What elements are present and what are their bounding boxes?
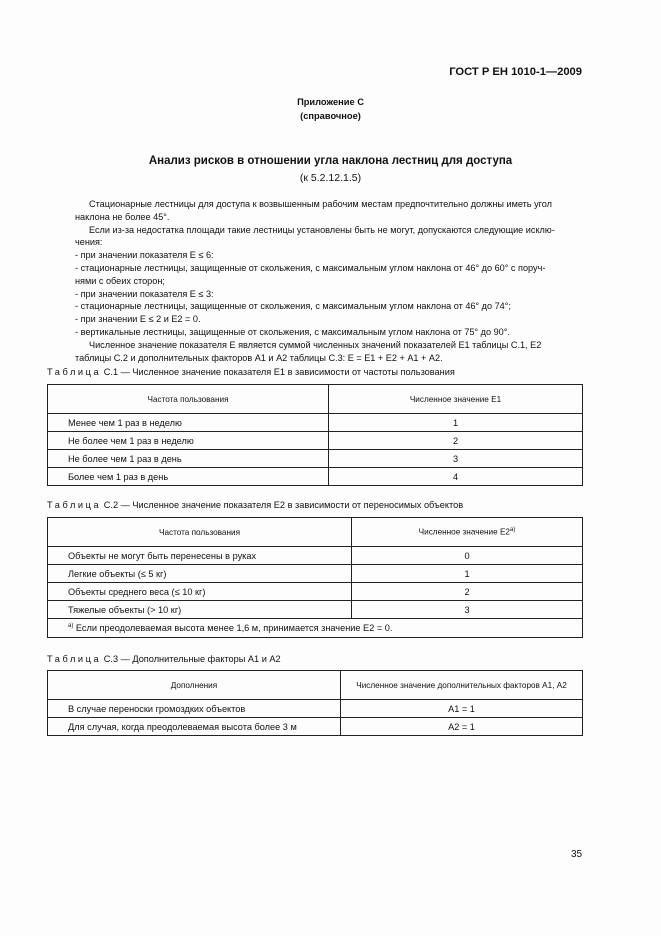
- table2: [47, 517, 583, 638]
- list-item: - стационарные лестницы, защищенные от скольжения, с максимальным углом наклона от 46° до 60° с поруч-: [75, 262, 546, 273]
- list-item-continuation: нями с обеих сторон;: [75, 275, 165, 286]
- page-number: 35: [571, 849, 583, 860]
- table-cell: 0: [352, 547, 583, 565]
- table-row: [48, 601, 583, 619]
- table3-caption: Таблица С.3 — Дополнительные факторы А1 и А2: [47, 654, 281, 664]
- document-code-header: ГОСТ Р ЕН 1010-1—2009: [449, 66, 582, 78]
- table-row: [48, 547, 583, 565]
- list-item: - при значении показателя Е ≤ 6:: [75, 250, 214, 261]
- table-row: [48, 432, 583, 450]
- table-row: [48, 700, 583, 718]
- table1-header: Численное значение Е1: [329, 385, 583, 414]
- annex-note: (справочное): [300, 111, 361, 121]
- table1-caption: Таблица С.1 — Численное значение показателя Е1 в зависимости от частоты пользования: [47, 367, 455, 377]
- list-item: - стационарные лестницы, защищенные от скольжения, с максимальным углом наклона от 46° до 74°;: [75, 301, 511, 312]
- paragraph-line: чения:: [75, 237, 103, 248]
- table2-header: Численное значение $Е2^{а)}$: [352, 518, 583, 547]
- list-item: - при значении показателя Е ≤ 3:: [75, 288, 214, 299]
- table-cell: Более чем 1 раз в день: [48, 468, 329, 486]
- table1-header: Частота пользования: [48, 385, 329, 414]
- table-cell: Объекты не могут быть перенесены в руках: [48, 547, 352, 565]
- table2-caption: Таблица С.2 — Численное значение показателя Е2 в зависимости от переносимых объектов: [47, 500, 464, 510]
- paragraph-line: Стационарные лестницы для доступа к возвышенным рабочим местам предпочтительно должны иметь угол: [89, 199, 552, 209]
- table2-footnote: $^{а)}$ Если преодолеваемая высота менее 1,6 м, принимается значение Е2 = 0.: [48, 619, 583, 638]
- paragraph-line: Численное значение показателя Е является суммой численных значений показателей Е1 таблицы С.1, Е2: [89, 339, 542, 350]
- table-cell: 1: [352, 565, 583, 583]
- body-text: [75, 198, 583, 364]
- table-cell: 3: [352, 601, 583, 619]
- table-cell: 2: [329, 432, 583, 450]
- section-title: Анализ рисков в отношении угла наклона лестниц для доступа: [148, 155, 513, 167]
- table-cell: В случае переноски громоздких объектов: [48, 700, 341, 718]
- table-cell: Объекты среднего веса (≤ 10 кг): [48, 583, 352, 601]
- paragraph-line: Если из-за недостатка площади такие лестницы установлены быть не могут, допускаются следующие исклю-: [89, 224, 555, 235]
- table-cell: Не более чем 1 раз в неделю: [48, 432, 329, 450]
- table-cell: Тяжелые объекты (> 10 кг): [48, 601, 352, 619]
- table-cell: А1 = 1: [341, 700, 583, 718]
- table3: [47, 670, 583, 736]
- annex-title: Приложение С: [297, 97, 364, 107]
- section-reference: (к 5.2.12.1.5): [299, 172, 362, 184]
- table-cell: А2 = 1: [341, 718, 583, 736]
- table-row: [48, 565, 583, 583]
- table-cell: Менее чем 1 раз в неделю: [48, 414, 329, 432]
- table-cell: 4: [329, 468, 583, 486]
- table2-header: Частота пользования: [48, 518, 352, 547]
- table-row: [48, 718, 583, 736]
- table-cell: Для случая, когда преодолеваемая высота более 3 м: [48, 718, 341, 736]
- annex-heading: [0, 95, 661, 123]
- table-row: [48, 468, 583, 486]
- table-cell: 3: [329, 450, 583, 468]
- paragraph-line: наклона не более 45°.: [75, 211, 170, 222]
- table-cell: Не более чем 1 раз в день: [48, 450, 329, 468]
- table-row: [48, 414, 583, 432]
- table-cell: 2: [352, 583, 583, 601]
- table3-header: Дополнения: [48, 671, 341, 700]
- table-row: [48, 450, 583, 468]
- table-cell: 1: [329, 414, 583, 432]
- table3-header: Численное значение дополнительных факторов А1, А2: [341, 671, 583, 700]
- table-footnote-row: [48, 619, 583, 638]
- table1: [47, 384, 583, 486]
- list-item: - при значении Е ≤ 2 и Е2 = 0.: [75, 314, 201, 325]
- list-item: - вертикальные лестницы, защищенные от скольжения, с максимальным углом наклона от 75° до 90°.: [75, 326, 510, 337]
- table-cell: Легкие объекты (≤ 5 кг): [48, 565, 352, 583]
- paragraph-line: таблицы С.2 и дополнительных факторов А1 и А2 таблицы С.3: Е = Е1 + Е2 + А1 + А2.: [75, 352, 443, 363]
- table-row: [48, 583, 583, 601]
